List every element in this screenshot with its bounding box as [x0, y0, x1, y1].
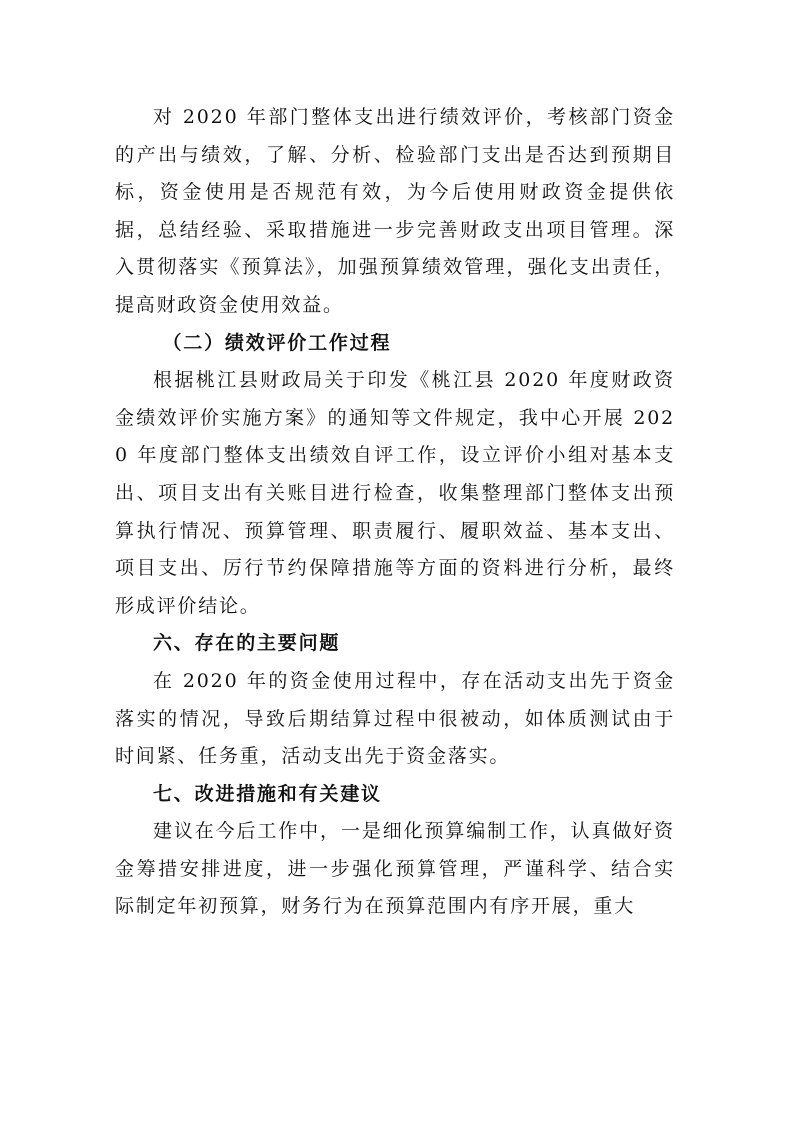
section-heading-existing-problems: 六、存在的主要问题 — [153, 632, 341, 655]
section-heading-evaluation-process: （二）绩效评价工作过程 — [162, 331, 392, 354]
paragraph-improvement-suggestions: 建议在今后工作中，一是细化预算编制工作，认真做好资金筹措安排进度，进一步强化预算管理，严谨科学、结合实际制定年初预算，财务行为在预算范围内有序开展，重大 — [115, 820, 675, 918]
section-heading-improvement-suggestions: 七、改进措施和有关建议 — [153, 782, 382, 805]
paragraph-existing-problems: 在 2020 年的资金使用过程中，存在活动支出先于资金落实的情况，导致后期结算过程中很被动，如体质测试由于时间紧、任务重，活动支出先于资金落实。 — [115, 669, 675, 768]
paragraph-evaluation-process: 根据桃江县财政局关于印发《桃江县 2020 年度财政资金绩效评价实施方案》的通知等文件规定，我中心开展 2020 年度部门整体支出绩效自评工作，设立评价小组对基本支出、项目支出有关账目进行检查，收集整理部门整体支出预算执行情况、预算管理、职责履行、履职效益、基本支出、项目支出、厉行节约保障措施等方面的资料进行分析，最终形成评价结论。 — [115, 369, 675, 617]
document-body — [115, 99, 675, 926]
paragraph-evaluation-purpose: 对 2020 年部门整体支出进行绩效评价，考核部门资金的产出与绩效，了解、分析、检验部门支出是否达到预期目标，资金使用是否规范有效，为今后使用财政资金提供依据，总结经验、采取措施进一步完善财政支出项目管理。深入贯彻落实《预算法》，加强预算绩效管理，强化支出责任，提高财政资金使用效益。 — [115, 106, 675, 316]
